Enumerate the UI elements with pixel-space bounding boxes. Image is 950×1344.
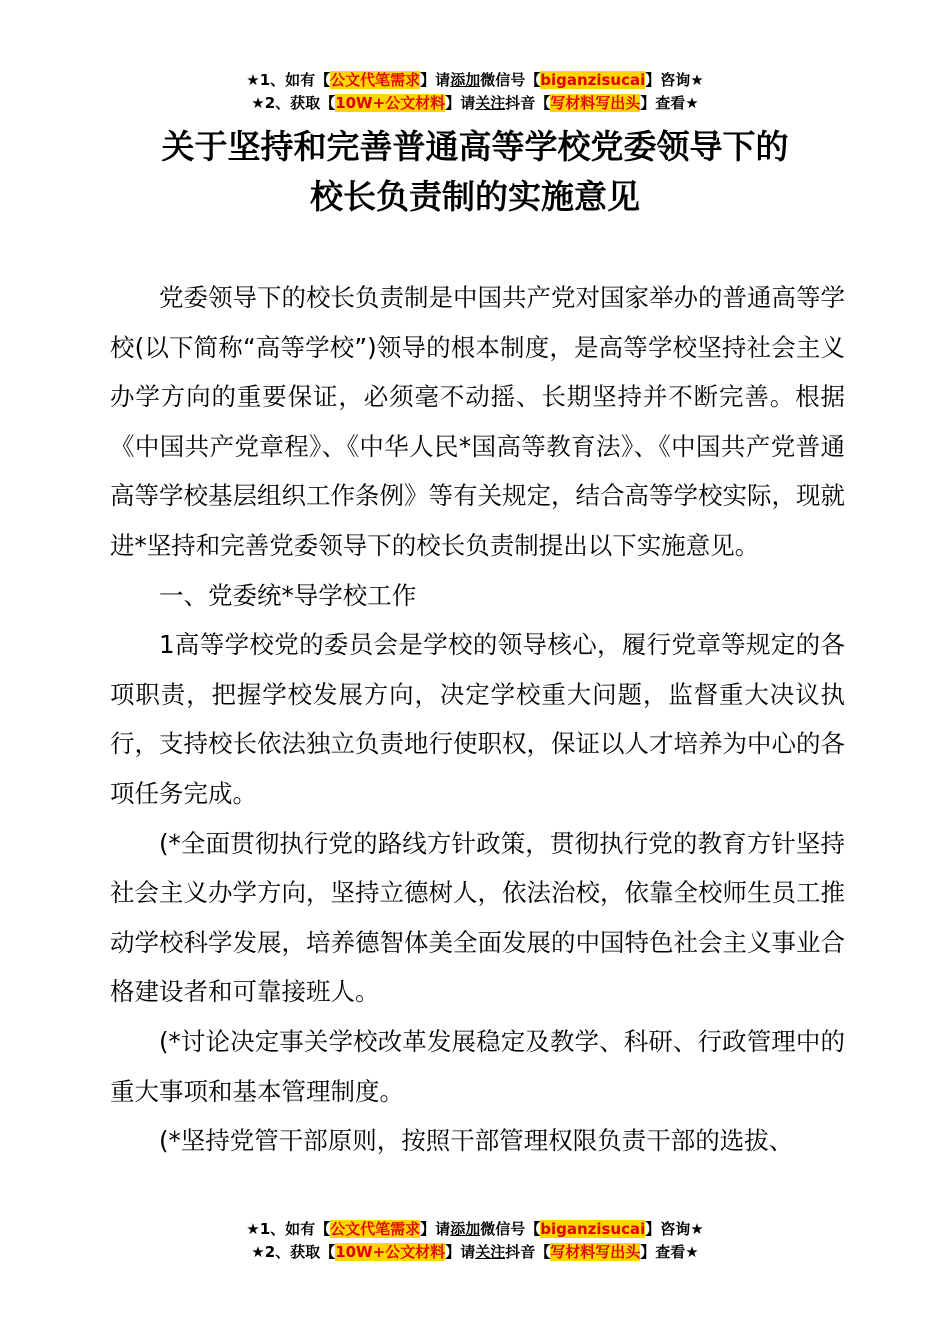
promo-banner-bottom bbox=[0, 1218, 950, 1264]
document-title-line-2: 校长负责制的实施意见 bbox=[310, 177, 640, 216]
promo-line-1: ★1、如有【公文代笔需求】请添加微信号【biganzisucai】咨询★ bbox=[246, 71, 704, 89]
promo-highlight: 10W+公文材料 bbox=[335, 1243, 446, 1261]
promo-highlight: 公文代笔需求 bbox=[330, 71, 421, 89]
paragraph: (*全面贯彻执行党的路线方针政策，贯彻执行党的教育方针坚持社会主义办学方向，坚持立德树人，依法治校，依靠全校师生员工推动学校科学发展，培养德智体美全面发展的中国特色社会主义事业合格建设者和可靠接班人。 bbox=[110, 828, 845, 1007]
paragraph-intro: 党委领导下的校长负责制是中国共产党对国家举办的普通高等学校(以下简称“高等学校”)领导的根本制度，是高等学校坚持社会主义办学方向的重要保证，必须毫不动摇、长期坚持并不断完善。根据《中国共产党章程》、《中华人民*国高等教育法》、《中国共产党普通高等学校基层组织工作条例》等有关规定，结合高等学校实际，现就进*坚持和完善党委领导下的校长负责制提出以下实施意见。 bbox=[110, 283, 845, 560]
promo-highlight: 公文代笔需求 bbox=[330, 1220, 421, 1238]
paragraph: (*讨论决定事关学校改革发展稳定及教学、科研、行政管理中的重大事项和基本管理制度。 bbox=[110, 1026, 845, 1106]
promo-line-2: ★2、获取【10W+公文材料】请关注抖音【写材料写出头】查看★ bbox=[251, 94, 699, 112]
promo-wechat-id: biganzisucai bbox=[540, 71, 646, 89]
paragraph: (*坚持党管干部原则，按照干部管理权限负责干部的选拔、 bbox=[159, 1126, 794, 1156]
promo-douyin-id: 写材料写出头 bbox=[550, 1243, 641, 1261]
promo-douyin-id: 写材料写出头 bbox=[550, 94, 641, 112]
document-title-line-1: 关于坚持和完善普通高等学校党委领导下的 bbox=[161, 127, 789, 166]
document-body bbox=[110, 273, 845, 1166]
promo-wechat-id: biganzisucai bbox=[540, 1220, 646, 1238]
promo-highlight: 10W+公文材料 bbox=[335, 94, 446, 112]
paragraph: 1高等学校党的委员会是学校的领导核心，履行党章等规定的各项职责，把握学校发展方向，决定学校重大问题，监督重大决议执行，支持校长依法独立负责地行使职权，保证以人才培养为中心的各项任务完成。 bbox=[110, 630, 845, 808]
section-heading: 一、党委统*导学校工作 bbox=[159, 580, 417, 610]
promo-banner-top bbox=[0, 69, 950, 115]
promo-line-1: ★1、如有【公文代笔需求】请添加微信号【biganzisucai】咨询★ bbox=[246, 1220, 704, 1238]
promo-line-2: ★2、获取【10W+公文材料】请关注抖音【写材料写出头】查看★ bbox=[251, 1243, 699, 1261]
